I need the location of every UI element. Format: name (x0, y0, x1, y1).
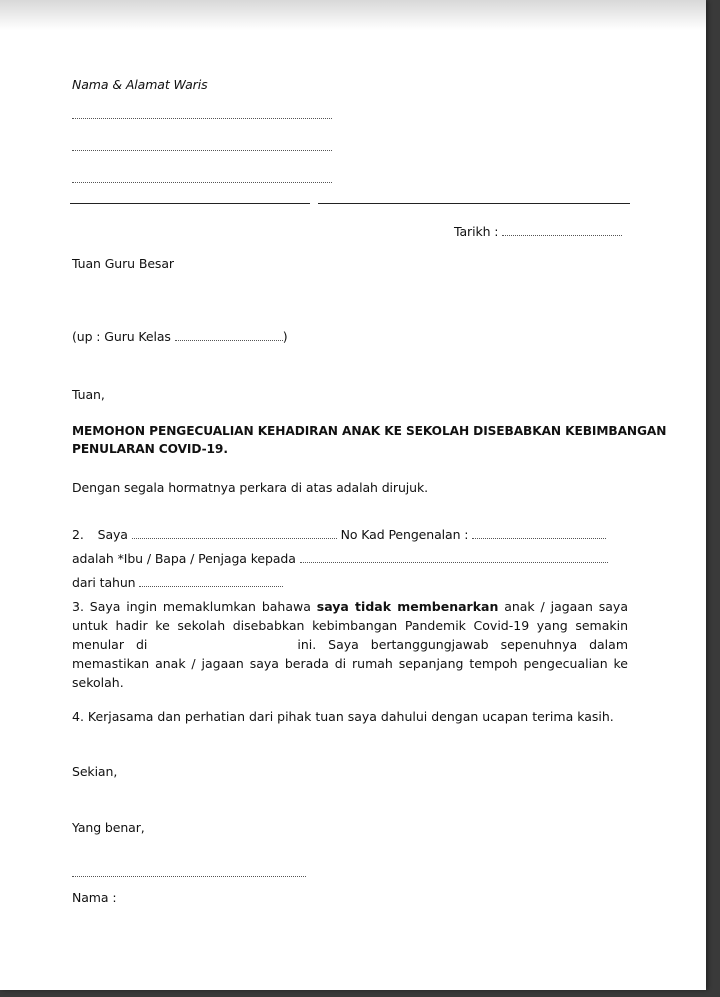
date-label: Tarikh : (454, 224, 499, 239)
heir-line-3 (72, 182, 332, 183)
attention-prefix: (up : Guru Kelas (72, 329, 171, 344)
divider-right (318, 203, 630, 204)
name-label: Nama : (72, 890, 117, 905)
heir-line-1 (72, 118, 332, 119)
relation-label: adalah *Ibu / Bapa / Penjaga kepada (72, 551, 296, 566)
ic-blank (472, 526, 606, 539)
paragraph-4: 4. Kerjasama dan perhatian dari pihak tuan saya dahului dengan ucapan terima kasih. (72, 709, 614, 724)
divider-left (70, 203, 310, 204)
ic-label: No Kad Pengenalan : (340, 527, 469, 542)
recipient-title: Tuan Guru Besar (72, 256, 174, 271)
opening-sentence: Dengan segala hormatnya perkara di atas adalah dirujuk. (72, 480, 428, 495)
date-field (454, 223, 622, 239)
page-top-shadow (0, 0, 706, 30)
heir-line-2 (72, 150, 332, 151)
name-blank (132, 526, 337, 539)
attention-line (72, 328, 288, 344)
para3-text-b: anak / jagaan saya untuk hadir ke sekolah disebabkan kebimbangan Pandemik Covid-19 yang semakin menular di (72, 599, 628, 652)
child-name-blank (300, 550, 608, 563)
para3-text-c: ini. Saya bertanggungjawab sepenuhnya dalam memastikan anak / jagaan saya berada di rumah sepanjang tempoh pengecualian ke sekolah. (72, 637, 628, 690)
closing-sekian: Sekian, (72, 764, 118, 779)
closing-yang-benar: Yang benar, (72, 820, 145, 835)
para3-bold: saya tidak membenarkan (316, 599, 499, 614)
year-blank (139, 574, 283, 587)
subject-line-1: MEMOHON PENGECUALIAN KEHADIRAN ANAK KE SEKOLAH DISEBABKAN KEBIMBANGAN (72, 424, 667, 438)
signature-line (72, 876, 306, 877)
date-blank (502, 223, 622, 236)
salutation: Tuan, (72, 387, 105, 402)
year-label: dari tahun (72, 575, 136, 590)
para2-line-1 (72, 526, 606, 542)
subject-line-2: PENULARAN COVID-19. (72, 442, 228, 456)
para2-line-2 (72, 550, 608, 566)
attention-blank (175, 328, 283, 341)
para2-saya: Saya (97, 527, 128, 542)
attention-suffix: ) (282, 329, 288, 344)
para3-text-a: 3. Saya ingin memaklumkan bahawa (72, 599, 317, 614)
para2-line-3 (72, 574, 283, 590)
heir-label: Nama & Alamat Waris (72, 77, 208, 92)
para2-number: 2. (72, 527, 84, 542)
paragraph-3 (72, 597, 628, 692)
